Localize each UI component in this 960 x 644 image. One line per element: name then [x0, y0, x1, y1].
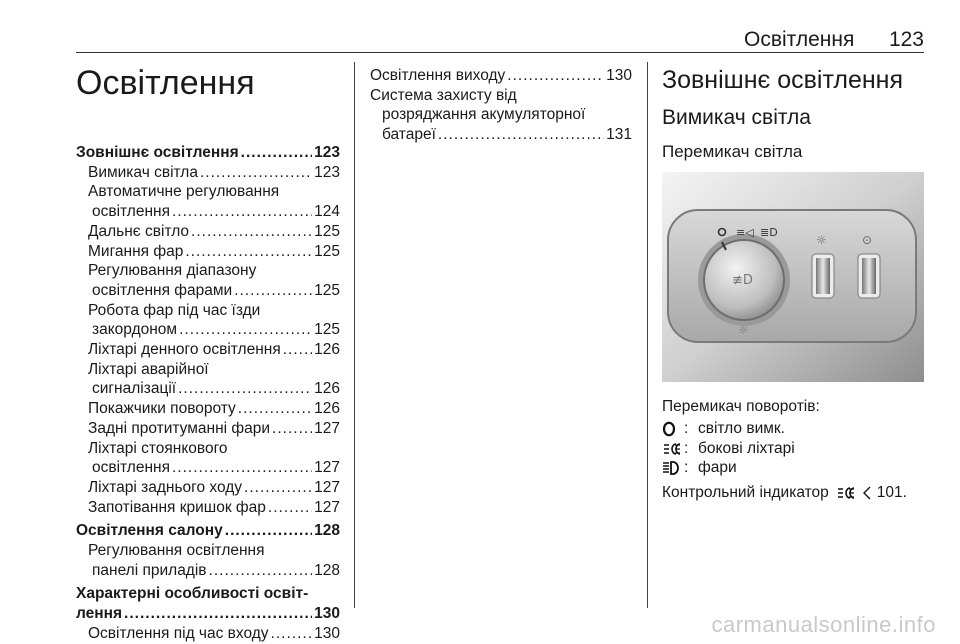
- toc-entry-title: сигналізації: [92, 380, 177, 398]
- toc-entry-title: Покажчики повороту: [88, 400, 236, 418]
- toc-entry-title: закордоном: [92, 321, 178, 339]
- switch-legend: [662, 419, 795, 478]
- figure-caption: Перемикач поворотів:: [662, 398, 820, 415]
- column-divider-2: [647, 62, 648, 608]
- toc-entry[interactable]: [76, 163, 340, 183]
- side-lights-icon: [662, 442, 684, 456]
- toc-entry[interactable]: [76, 498, 340, 518]
- legend-colon: :: [684, 439, 689, 457]
- toc-entry-page: 128: [314, 561, 340, 579]
- svg-text:☼: ☼: [816, 233, 827, 247]
- light-switch-photo: [662, 172, 924, 382]
- toc-column-2: [370, 66, 632, 145]
- toc-entry[interactable]: [76, 379, 340, 399]
- sub-subsection-heading: Перемикач світла: [662, 142, 803, 161]
- toc-line: Ліхтарі стоянкового: [88, 439, 228, 457]
- running-header-title: Освітлення: [744, 28, 855, 51]
- watermark: carmanualsonline.info: [711, 612, 936, 637]
- toc-entry-page: 130: [314, 624, 340, 642]
- toc-line: Регулювання освітлення: [88, 542, 265, 560]
- toc-line: Робота фар під час їзди: [88, 301, 261, 319]
- legend-colon: :: [684, 459, 689, 477]
- toc-entry-page: 128: [314, 522, 340, 540]
- legend-row: [662, 439, 795, 459]
- section-column: [662, 64, 924, 164]
- toc-leader-dots: [438, 125, 604, 145]
- toc-leader-dots: [172, 458, 312, 478]
- toc-entry[interactable]: [76, 604, 340, 624]
- toc-entry-page: 127: [314, 459, 340, 477]
- svg-text:⊙: ⊙: [862, 233, 873, 247]
- toc-entry[interactable]: [76, 340, 340, 360]
- toc-entry-page: 127: [314, 478, 340, 496]
- page-number: 123: [888, 28, 924, 51]
- toc-entry[interactable]: [76, 281, 340, 301]
- svg-text:☼: ☼: [738, 323, 749, 337]
- toc-entry-title: освітлення: [92, 203, 170, 221]
- toc-leader-dots: [234, 281, 312, 301]
- toc-entry-title: Освітлення під час входу: [88, 624, 269, 642]
- legend-colon: :: [684, 420, 689, 437]
- toc-leader-dots: [200, 163, 312, 183]
- toc-entry[interactable]: [370, 66, 632, 86]
- toc-entry-page: 126: [314, 380, 340, 398]
- toc-entry-page: 127: [314, 498, 340, 516]
- toc-entry[interactable]: [76, 458, 340, 478]
- legend-row: [662, 458, 795, 478]
- side-lights-indicator-icon: [834, 486, 858, 500]
- toc-leader-dots: [172, 202, 312, 222]
- toc-line: Система захисту від: [370, 86, 517, 104]
- toc-entry[interactable]: [76, 561, 340, 581]
- toc-entry[interactable]: [370, 125, 632, 145]
- toc-entry[interactable]: [76, 399, 340, 419]
- toc-entry-page: 125: [314, 321, 340, 339]
- legend-text: світло вимк.: [698, 420, 785, 437]
- toc-entry[interactable]: [76, 320, 340, 340]
- toc-entry[interactable]: [76, 624, 340, 644]
- toc-entry-page: 124: [314, 203, 340, 221]
- toc-entry-title: Мигання фар: [88, 242, 184, 260]
- toc-leader-dots: [244, 478, 312, 498]
- toc-entry-page: 125: [314, 242, 340, 260]
- toc-leader-dots: [241, 143, 312, 163]
- column-divider-1: [354, 62, 355, 608]
- toc-leader-dots: [191, 222, 312, 242]
- toc-entry-title: освітлення: [92, 459, 170, 477]
- toc-entry-page: 130: [314, 605, 340, 623]
- toc-entry[interactable]: [76, 242, 340, 262]
- toc-entry-page: 126: [314, 400, 340, 418]
- toc-entry-page: 125: [314, 222, 340, 240]
- toc-line: Характерні особливості освіт-: [76, 585, 309, 603]
- toc-entry-title: Освітлення виходу: [370, 67, 506, 84]
- toc-leader-dots: [179, 320, 312, 340]
- toc-column-1: [76, 143, 340, 644]
- toc-leader-dots: [178, 379, 312, 399]
- running-header: [76, 28, 924, 52]
- toc-entry-page: 123: [314, 163, 340, 181]
- toc-entry-title: Вимикач світла: [88, 163, 198, 181]
- toc-entry-title: Освітлення салону: [76, 522, 223, 540]
- toc-leader-dots: [238, 399, 312, 419]
- toc-entry-title: Задні протитуманні фари: [88, 419, 271, 437]
- toc-entry-title: Ліхтарі заднього ходу: [88, 478, 243, 496]
- toc-leader-dots: [124, 604, 312, 624]
- legend-text: бокові ліхтарі: [698, 439, 795, 457]
- toc-entry[interactable]: [76, 143, 340, 163]
- svg-text:≢D: ≢D: [732, 273, 753, 288]
- toc-entry-page: 125: [314, 281, 340, 299]
- toc-entry-page: 127: [314, 419, 340, 437]
- toc-entry[interactable]: [76, 478, 340, 498]
- light-off-icon: [662, 421, 684, 437]
- toc-leader-dots: [185, 242, 312, 262]
- toc-leader-dots: [283, 340, 312, 360]
- toc-leader-dots: [271, 624, 313, 644]
- toc-entry-title: панелі приладів: [92, 561, 207, 579]
- toc-entry-title: освітлення фарами: [92, 281, 233, 299]
- toc-leader-dots: [272, 419, 312, 439]
- toc-entry-page: 126: [314, 341, 340, 359]
- toc-entry-title: Дальнє світло: [88, 222, 190, 240]
- indicator-reference: [662, 484, 907, 502]
- toc-entry-page: 123: [314, 144, 340, 161]
- svg-text:≡◁: ≡◁: [736, 226, 754, 239]
- toc-line: Ліхтарі аварійної: [88, 360, 209, 378]
- header-divider: [76, 52, 924, 53]
- toc-leader-dots: [225, 521, 312, 541]
- toc-entry[interactable]: [76, 202, 340, 222]
- toc-line: Регулювання діапазону: [88, 262, 257, 280]
- toc-leader-dots: [507, 66, 604, 86]
- toc-entry[interactable]: [76, 419, 340, 439]
- page-ref-arrow-icon: [860, 486, 874, 500]
- toc-entry-title: Зовнішнє освітлення: [76, 144, 239, 161]
- toc-entry-title: лення: [76, 605, 123, 623]
- toc-line: розряджання акумуляторної: [382, 106, 586, 124]
- indicator-page-ref: 101.: [876, 484, 907, 501]
- svg-text:≣D: ≣D: [760, 226, 778, 239]
- section-heading: Зовнішнє освітлення: [662, 66, 903, 94]
- toc-line: Автоматичне регулювання: [88, 183, 280, 201]
- toc-entry[interactable]: [76, 222, 340, 242]
- indicator-text: Контрольний індикатор: [662, 484, 829, 501]
- toc-leader-dots: [209, 561, 313, 581]
- toc-entry-title: батареї: [382, 126, 436, 144]
- subsection-heading: Вимикач світла: [662, 106, 811, 129]
- toc-entry-page: 131: [606, 126, 632, 144]
- toc-entry-title: Запотівання кришок фар: [88, 498, 266, 516]
- chapter-title: Освітлення: [76, 64, 255, 102]
- legend-text: фари: [698, 459, 737, 477]
- toc-entry[interactable]: [76, 521, 340, 541]
- toc-entry-title: Ліхтарі денного освітлення: [88, 341, 281, 359]
- headlights-icon: [662, 461, 684, 475]
- toc-leader-dots: [268, 498, 312, 518]
- legend-row: [662, 419, 795, 439]
- toc-entry-page: 130: [606, 67, 632, 84]
